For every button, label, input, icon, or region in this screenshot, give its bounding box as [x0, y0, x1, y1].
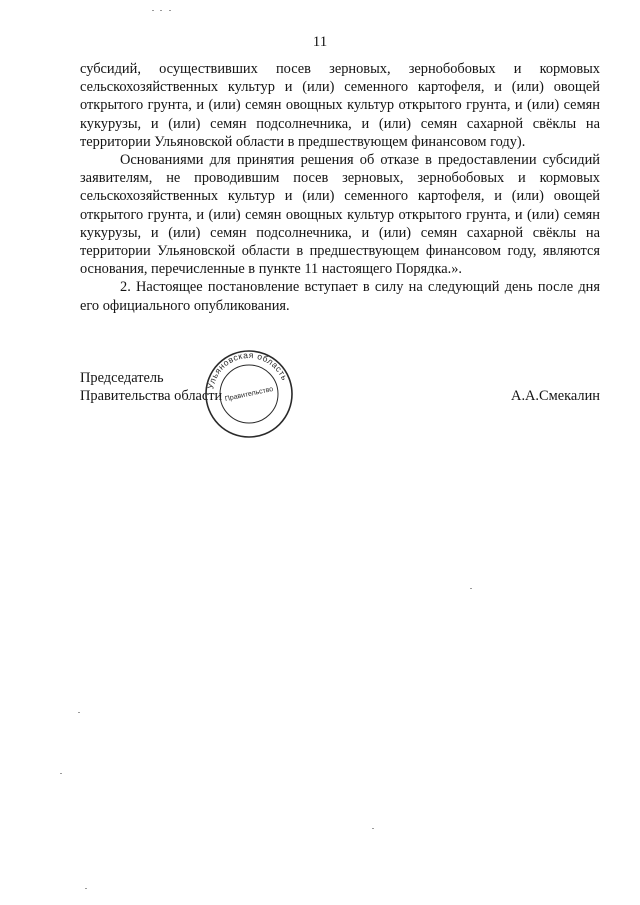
scan-speck: [372, 828, 374, 829]
seal-ring-text: Ульяновская область: [205, 349, 291, 390]
official-seal-stamp: [203, 348, 295, 440]
signature-block: [80, 369, 600, 429]
scan-speck: [160, 10, 162, 11]
signatory-name: А.А.Смекалин: [511, 388, 600, 404]
signatory-title-line1: Председатель: [80, 370, 164, 386]
document-body: [80, 60, 600, 315]
signatory-title-line2: Правительства области: [80, 388, 223, 404]
scan-speck: [470, 588, 472, 589]
scan-speck: [60, 773, 62, 774]
paragraph-refusal-grounds: Основаниями для принятия решения об отказе в предоставлении субсидий заявителям, не проводившим посев зерновых, зернобобовых и кормовых сельскохозяйственных культур и (или) семенного картофеля, и (или) овощей открытого грунта, и (или) семян овощных культур открытого грунта, и (или) семян кукурузы, и (или) семян подсолнечника, и (или) семян сахарной свёклы на территории Ульяновской области в предшествующем финансовом году, являются основания, перечисленные в пункте 11 настоящего Порядка.».: [80, 152, 600, 278]
page-number: 11: [312, 34, 328, 50]
scan-speck: [152, 10, 154, 11]
paragraph-entry-into-force: 2. Настоящее постановление вступает в силу на следующий день после дня его официального опубликования.: [80, 279, 600, 314]
svg-text:Ульяновская область: [205, 350, 290, 390]
scan-speck: [169, 10, 171, 11]
paragraph-continuation: субсидий, осуществивших посев зерновых, зернобобовых и кормовых сельскохозяйственных культур и (или) семенного картофеля, и (или) овощей открытого грунта, и (или) семян овощных культур открытого грунта, и (или) семян кукурузы, и (или) семян подсолнечника, и (или) семян сахарной свёклы на территории Ульяновской области в предшествующем финансовом году).: [80, 61, 600, 150]
seal-center-text: Правительство: [224, 385, 274, 404]
scan-speck: [78, 712, 80, 713]
scan-speck: [85, 888, 87, 889]
